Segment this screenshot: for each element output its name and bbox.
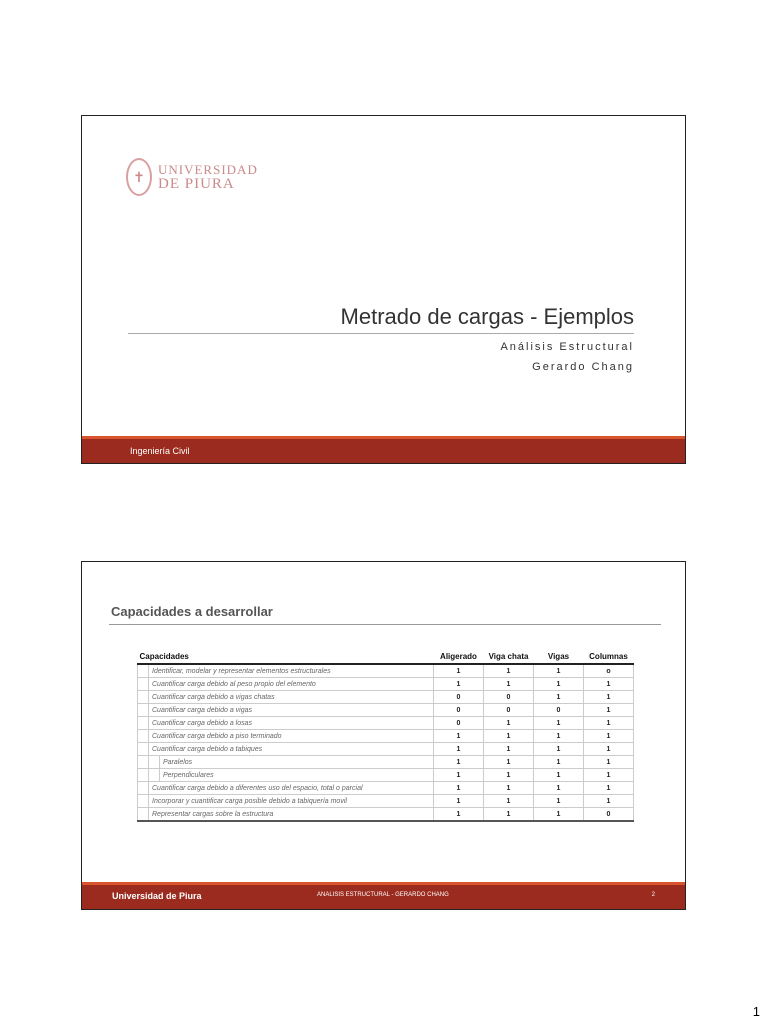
page-number: 1 [752,1004,760,1019]
header-vigas: Vigas [534,650,584,664]
value-cell: 1 [434,756,484,769]
value-cell: 1 [534,756,584,769]
indent-cell [138,769,149,782]
value-cell: 1 [484,730,534,743]
slide-2 [81,561,686,910]
value-cell: 0 [534,704,584,717]
value-cell: 1 [534,678,584,691]
logo-line-2: DE PIURA [158,176,235,192]
value-cell: 1 [534,769,584,782]
value-cell: 1 [534,808,584,822]
header-capacidades: Capacidades [138,650,434,664]
table-row [138,691,634,704]
value-cell: 1 [434,743,484,756]
slide-title: Metrado de cargas - Ejemplos [340,304,634,329]
table-row [138,664,634,678]
value-cell: 1 [484,782,534,795]
capacity-label: Cuantificar carga debido al peso propio del elemento [149,678,434,691]
subtitle-course: Análisis Estructural [500,341,634,353]
value-cell: 1 [534,717,584,730]
value-cell: 1 [484,808,534,822]
indent-cell [138,664,149,678]
value-cell: 1 [534,795,584,808]
table-row [138,795,634,808]
table-row [138,743,634,756]
value-cell: 1 [434,664,484,678]
value-cell: 1 [434,808,484,822]
value-cell: 1 [584,756,634,769]
indent-cell [138,717,149,730]
indent-cell [138,704,149,717]
header-columnas: Columnas [584,650,634,664]
footer-page: 2 [651,892,655,898]
indent-cell [138,730,149,743]
logo-line-1: UNIVERSIDAD [158,162,258,177]
indent-cell [138,795,149,808]
value-cell: 1 [484,678,534,691]
indent-cell [138,808,149,822]
capacity-label: Cuantificar carga debido a losas [149,717,434,730]
indent-cell [138,756,149,769]
value-cell: 1 [484,795,534,808]
value-cell: 1 [584,704,634,717]
value-cell: 0 [434,691,484,704]
value-cell: 1 [434,795,484,808]
value-cell: 1 [434,730,484,743]
value-cell: 1 [434,769,484,782]
capacity-label: Identificar, modelar y representar elementos estructurales [149,664,434,678]
indent-cell [149,756,160,769]
value-cell: 1 [434,782,484,795]
capacity-label: Cuantificar carga debido a vigas [149,704,434,717]
capacity-label: Cuantificar carga debido a tabiques [149,743,434,756]
value-cell: o [584,664,634,678]
value-cell: 1 [534,691,584,704]
value-cell: 1 [584,743,634,756]
header-viga-chata: Viga chata [484,650,534,664]
footer-label: Ingeniería Civil [130,446,190,456]
footer-university: Universidad de Piura [112,891,202,901]
value-cell: 1 [584,782,634,795]
slide-heading: Capacidades a desarrollar [111,604,273,619]
footer-bar [82,436,685,463]
table-row [138,730,634,743]
indent-cell [138,743,149,756]
value-cell: 1 [584,691,634,704]
table-row [138,808,634,822]
heading-divider [109,624,661,625]
capacity-label: Cuantificar carga debido a piso terminado [149,730,434,743]
value-cell: 1 [584,730,634,743]
capacity-label: Cuantificar carga debido a vigas chatas [149,691,434,704]
footer-bar [82,882,685,909]
capacity-label: Representar cargas sobre la estructura [149,808,434,822]
footer-course: ANALISIS ESTRUCTURAL - GERARDO CHANG [317,892,449,898]
value-cell: 1 [484,756,534,769]
university-logo [126,158,258,196]
value-cell: 1 [484,743,534,756]
table-row [138,704,634,717]
value-cell: 1 [484,717,534,730]
indent-cell [138,782,149,795]
value-cell: 1 [534,664,584,678]
value-cell: 1 [584,795,634,808]
value-cell: 0 [484,691,534,704]
value-cell: 1 [484,664,534,678]
value-cell: 1 [534,730,584,743]
seal-icon: ✝ [126,158,152,196]
value-cell: 0 [484,704,534,717]
value-cell: 1 [534,743,584,756]
indent-cell [138,691,149,704]
indent-cell [138,678,149,691]
value-cell: 0 [584,808,634,822]
value-cell: 1 [534,782,584,795]
value-cell: 1 [484,769,534,782]
table-row [138,756,634,769]
indent-cell [149,769,160,782]
table-row [138,769,634,782]
table-row [138,717,634,730]
value-cell: 0 [434,704,484,717]
value-cell: 1 [584,717,634,730]
title-divider [128,333,634,334]
capacity-label: Cuantificar carga debido a diferentes uso del espacio, total o parcial [149,782,434,795]
capacity-label: Incorporar y cuantificar carga posible debido a tabiquería movil [149,795,434,808]
header-aligerado: Aligerado [434,650,484,664]
table-row [138,782,634,795]
value-cell: 1 [584,678,634,691]
capacities-table [137,650,634,822]
subtitle-author: Gerardo Chang [532,361,634,373]
value-cell: 1 [434,678,484,691]
table-row [138,678,634,691]
value-cell: 1 [584,769,634,782]
value-cell: 0 [434,717,484,730]
slide-1 [81,115,686,464]
capacity-label: Perpendiculares [160,769,434,782]
capacity-label: Paralelos [160,756,434,769]
